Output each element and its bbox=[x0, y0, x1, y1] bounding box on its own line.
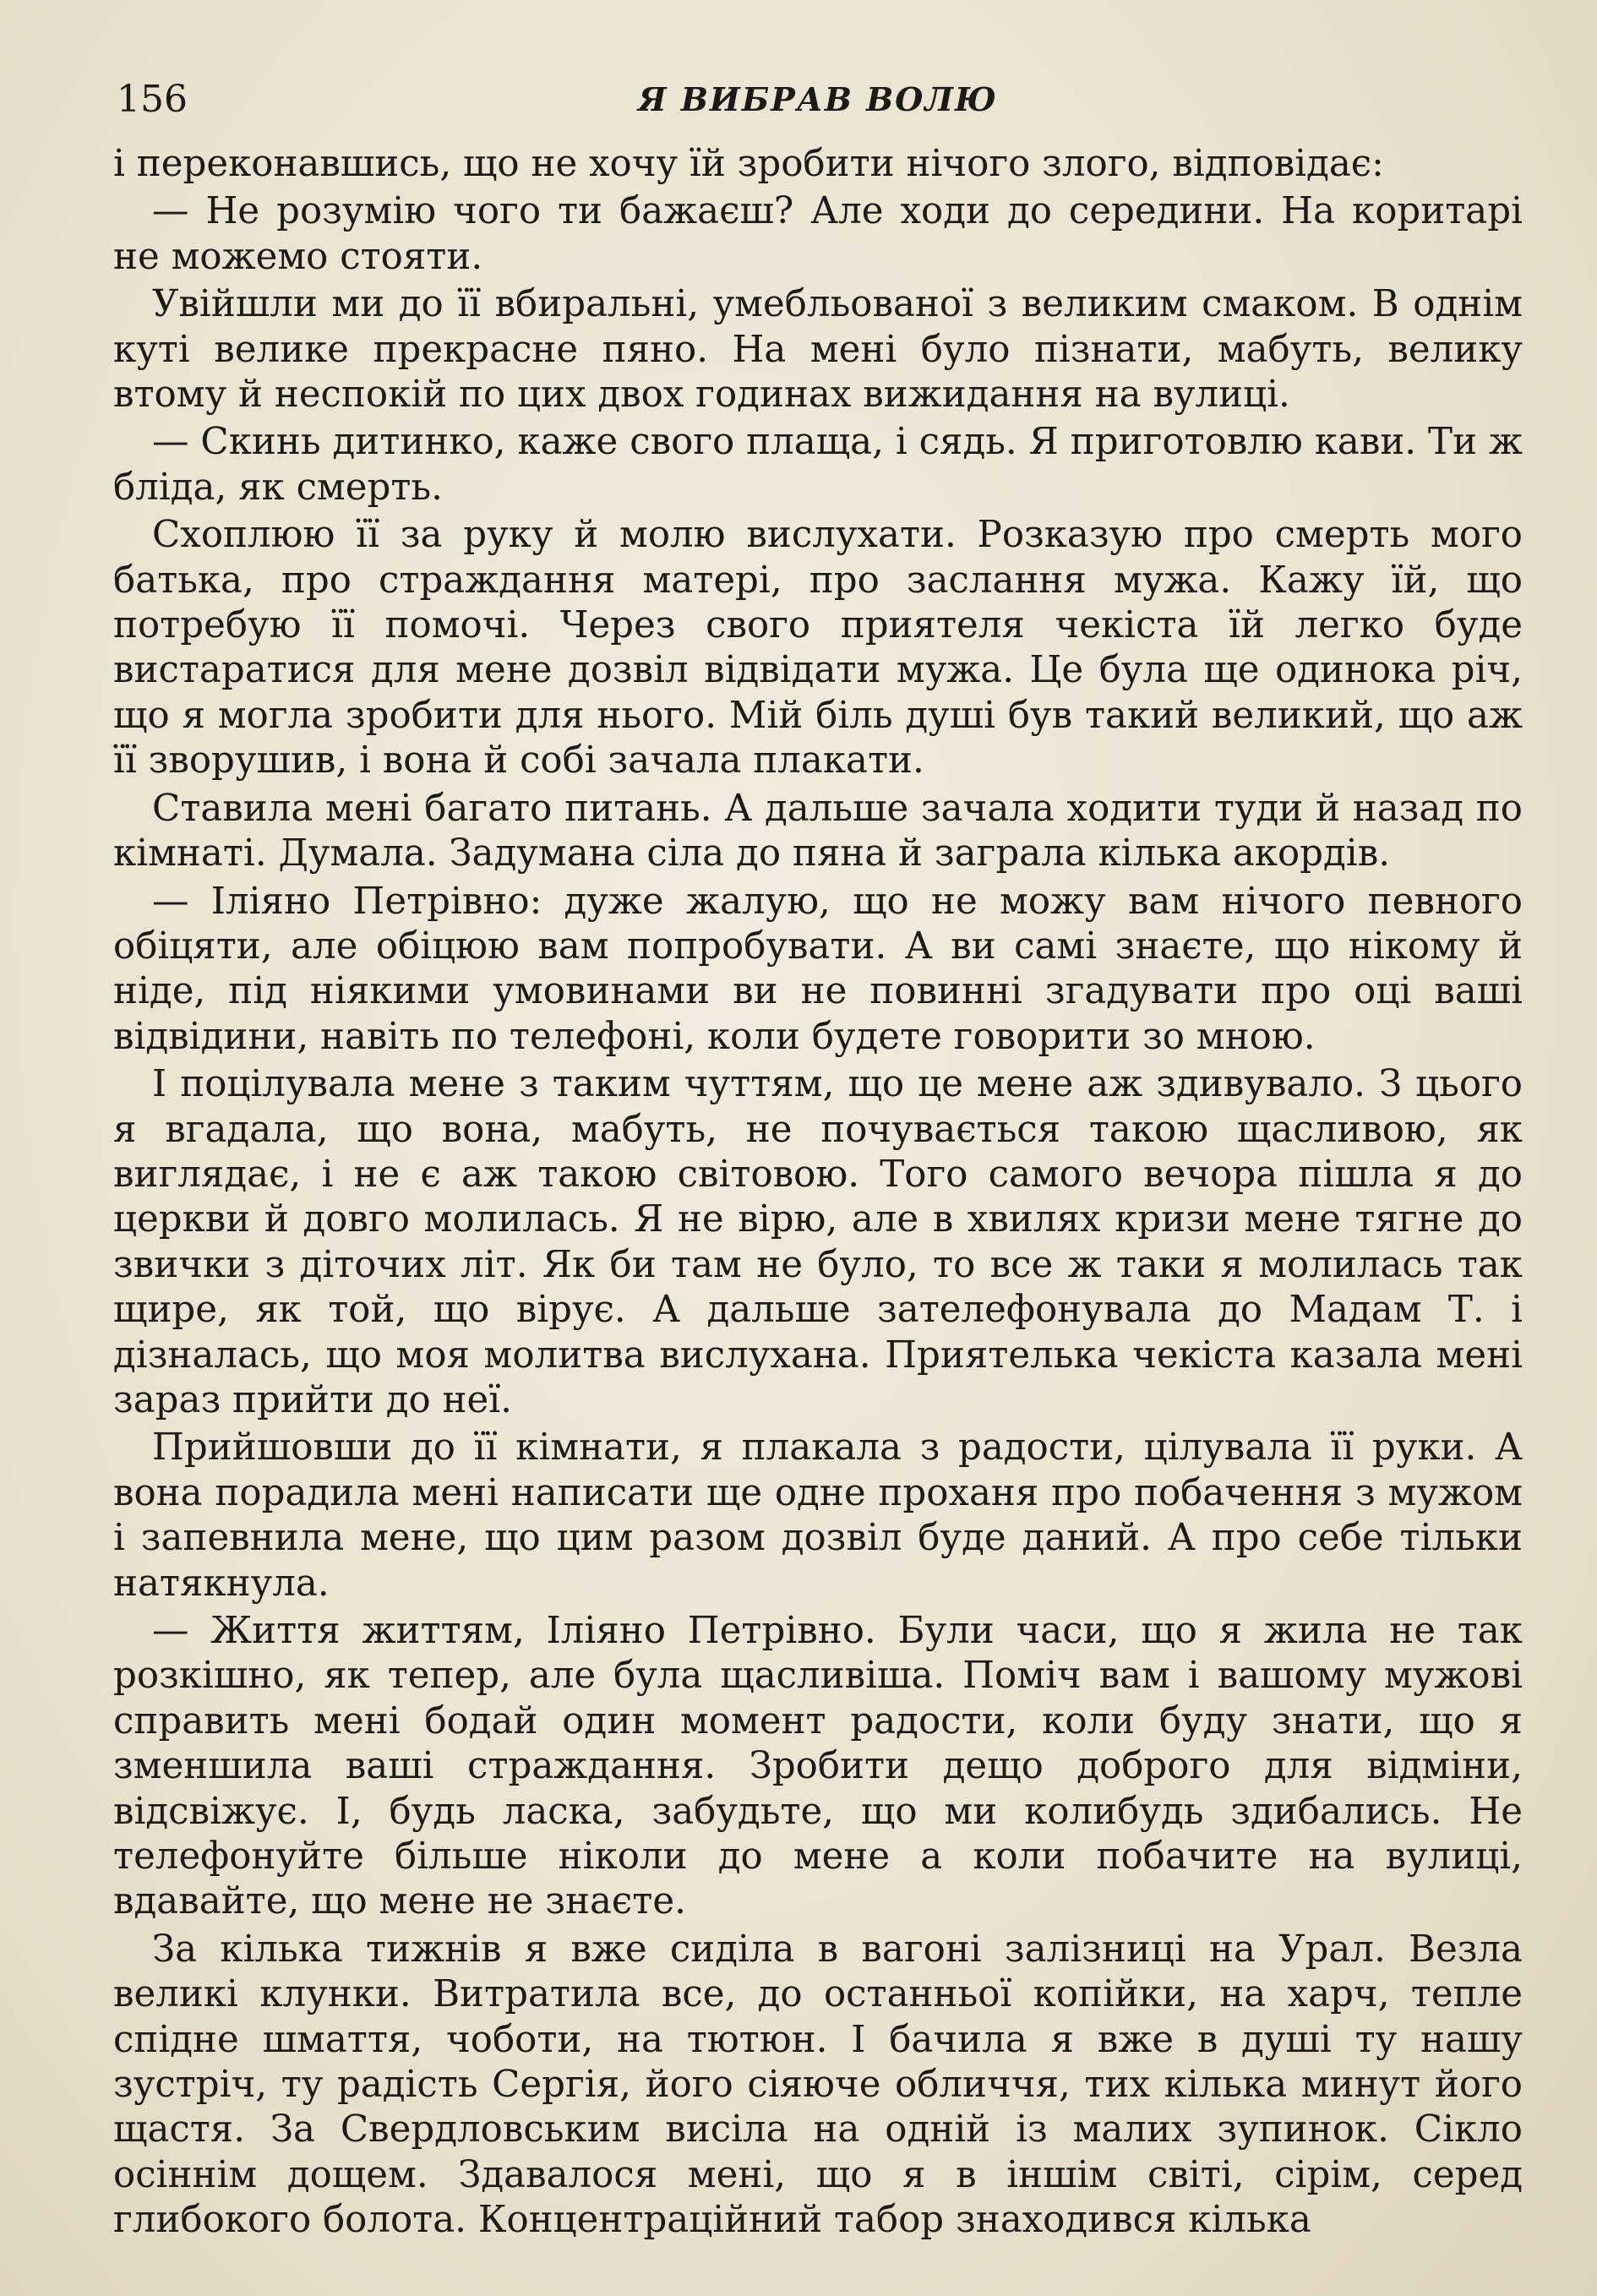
paragraph: — Іліяно Петрівно: дуже жалую, що не можу вам нічого певного обіцяти, але обіцюю вам попробувати. А ви самі знаєте, що нікому й ніде, під ніякими умовинами ви не повинні згадувати про оці ваші відвідини, навіть по телефоні, коли будете говорити зо мною. bbox=[113, 880, 1523, 1058]
paragraph: Прийшовши до її кімнати, я плакала з радости, цілувала її руки. А вона порадила мені написати ще одне проханя про побачення з мужом і запевнила мене, що цим разом дозвіл буде даний. А про себе тільки натякнула. bbox=[113, 1426, 1523, 1605]
body-text bbox=[113, 142, 1523, 2246]
paragraph: — Скинь дитинко, каже свого плаща, і сядь. Я приготовлю кави. Ти ж бліда, як смерть. bbox=[113, 421, 1523, 509]
paragraph: Ставила мені багато питань. А дальше зачала ходити туди й назад по кімнаті. Думала. Задумана сіла до пяна й заграла кілька акордів. bbox=[113, 787, 1523, 875]
paragraph: — Життя життям, Іліяно Петрівно. Були часи, що я жила не так розкішно, як тепер, але була щасливіша. Поміч вам і вашому мужові справить мені бодай один момент радости, коли буду знати, що я зменшила ваші страждання. Зробити дещо доброго для відміни, відсвіжує. І, будь ласка, забудьте, що ми колибудь здибались. Не телефонуйте більше ніколи до мене а коли побачите на вулиці, вдавайте, що мене не знаєте. bbox=[113, 1610, 1523, 1923]
page-header bbox=[117, 74, 1519, 125]
paragraph: Схоплюю її за руку й молю вислухати. Розказую про смерть мого батька, про страждання матері, про заслання мужа. Кажу їй, що потребую її помочі. Через свого приятеля чекіста їй легко буде вистаратися для мене дозвіл відвідати мужа. Це була ще одинока річ, що я могла зробити для нього. Мій біль душі був такий великий, що аж її зворушив, і вона й собі зачала плакати. bbox=[113, 514, 1523, 783]
paragraph: — Не розумію чого ти бажаєш? Але ходи до середини. На коритарі не можемо стояти. bbox=[113, 190, 1523, 278]
paragraph: І поцілувала мене з таким чуттям, що це мене аж здивувало. З цього я вгадала, що вона, мабуть, не почувається такою щасливою, як виглядає, і не є аж такою світовою. Того самого вечора пішла я до церкви й довго молилась. Я не вірю, але в хвилях кризи мене тягне до звички з діточих літ. Як би там не було, то все ж таки я молилась так щире, як той, що вірує. А дальше зателефонувала до Мадам Т. і дізналась, що моя молитва вислухана. Приятелька чекіста казала мені зараз прийти до неї. bbox=[113, 1063, 1523, 1421]
paragraph: Увійшли ми до її вбиральні, умебльованої з великим смаком. В однім куті велике прекрасне пяно. На мені було пізнати, мабуть, велику втому й неспокій по цих двох годинах вижидання на вулиці. bbox=[113, 283, 1523, 417]
paragraph-continuation: і переконавшись, що не хочу їй зробити нічого злого, відповідає: bbox=[113, 143, 1384, 185]
page-number: 156 bbox=[117, 78, 188, 121]
running-title: Я ВИБРАВ ВОЛЮ bbox=[638, 80, 998, 118]
paragraph: За кілька тижнів я вже сиділа в вагоні залізниці на Урал. Везла великі клунки. Витратила все, до останньої копійки, на харч, тепле спідне шмаття, чоботи, на тютюн. І бачила я вже в душі ту нашу зустріч, ту радість Сергія, його сіяюче обличчя, тих кілька минут його щастя. За Свердловським висіла на одній із малих зупинок. Сікло осіннім дощем. Здавалося мені, що я в іншім світі, сірім, серед глибокого болота. Концентраційний табор знаходився кілька bbox=[113, 1928, 1523, 2242]
